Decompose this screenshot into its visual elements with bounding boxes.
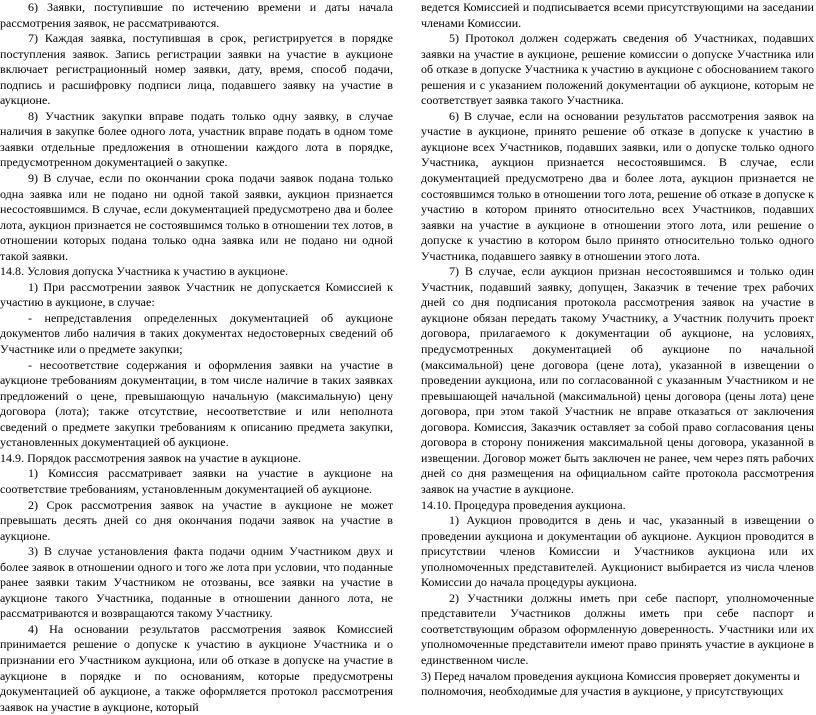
paragraph: 4) На основании результатов рассмотрения заявок Комиссией принимается решение о допуске к участию в аукционе Участника и о признании его Участником аукциона, или об отказе в допуске на участие в аукционе в порядке и по основаниям, которые предусмотрены документацией об аукционе, а также оформляется протокол рассмотрения заявок на участие в аукционе, который: [0, 621, 393, 714]
right-column: [421, 0, 814, 699]
paragraph: 1) При рассмотрении заявок Участник не допускается Комиссией к участию в аукционе, в случае:: [0, 279, 393, 310]
paragraph: 7) Каждая заявка, поступившая в срок, регистрируется в порядке поступления заявок. Запись регистрации заявки на участие в аукционе включает регистрационный номер заявки, дату, время, способ подачи, подпись и расшифровку подписи лица, подавшего заявку на участие в аукционе.: [0, 31, 393, 108]
paragraph: 8) Участник закупки вправе подать только одну заявку, в случае наличия в закупке более одного лота, участник вправе подать в одном томе заявки отдельные предложения в отношении каждого лота в порядке, предусмотренном документацией о закупке.: [0, 108, 393, 170]
section-heading: 14.8. Условия допуска Участника к участию в аукционе.: [0, 264, 289, 279]
paragraph: ведется Комиссией и подписывается всеми присутствующими на заседании членами Комиссии.: [421, 0, 814, 30]
paragraph: - несоответствие содержания и оформления заявки на участие в аукционе требованиям документации, в том числе наличие в таких заявках предложений о цене, превышающую начальную (максимальную) цену договора (лота); также отсутствие, несоответствие и или неполнота сведений о предмете закупки требованиям к описанию предмета закупки, установленных документацией об аукционе.: [0, 357, 393, 450]
paragraph: 3) В случае установления факта подачи одним Участником двух и более заявок в отношении одного и того же лота при условии, что поданные ранее заявки таким Участником не отозваны, все заявки на участие в аукционе такого Участника, поданные в отношении данного лота, не рассматриваются и возвращаются такому Участнику.: [0, 544, 393, 621]
paragraph: 5) Протокол должен содержать сведения об Участниках, подавших заявки на участие в аукционе, решение комиссии о допуске Участника или об отказе в допуске Участника к участию в аукционе с обоснованием такого решения и с указанием положений документации об аукционе, которым не соответствует заявка такого Участника.: [421, 31, 814, 108]
section-heading: 14.9. Порядок рассмотрения заявок на участие в аукционе.: [0, 450, 302, 465]
paragraph: 2) Участники должны иметь при себе паспорт, уполномоченные представители Участников должны иметь при себе паспорт и соответствующим образом оформленную доверенность. Участники или их уполномоченные представители имеют право принять участие в аукционе в единственном числе.: [421, 590, 814, 667]
section-heading: 14.10. Процедура проведения аукциона.: [421, 497, 626, 512]
paragraph: 1) Аукцион проводится в день и час, указанный в извещении о проведении аукциона и документации об аукционе. Аукцион проводится в присутствии членов Комиссии и Участников аукциона или их уполномоченных представителей. Аукционист выбирается из числа членов Комиссии до начала процедуры аукциона.: [421, 513, 814, 590]
paragraph: - непредставления определенных документацией об аукционе документов либо наличия в таких документах недостоверных сведений об Участнике или о предмете закупки;: [0, 310, 393, 357]
paragraph: 6) В случае, если на основании результатов рассмотрения заявок на участие в аукционе, принято решение об отказе в допуске к участию в аукционе всех Участников, подавших заявки, или о допуске только одного Участника, аукцион признается несостоявшимся. В случае, если документацией предусмотрено два и более лота, аукцион признается не состоявшимся только в отношении того лота, решение об отказе в допуске к участию в котором принято относительно всех Участников, подавших заявки на участие в аукционе в отношении этого лота, или решение о допуске к участию в котором было принято относительно только одного Участника, подавшего заявку в отношении этого лота.: [421, 108, 814, 263]
paragraph: 2) Срок рассмотрения заявок на участие в аукционе не может превышать десять дней со дня окончания подачи заявок на участие в аукционе.: [0, 497, 393, 543]
paragraph: 6) Заявки, поступившие по истечению времени и даты начала рассмотрения заявок, не рассматриваются.: [0, 0, 393, 30]
paragraph: 1) Комиссия рассматривает заявки на участие в аукционе на соответствие требованиям, установленным документацией об аукционе.: [0, 466, 393, 496]
paragraph: 9) В случае, если по окончании срока подачи заявок подана только одна заявка или не подано ни одной такой заявки, аукцион признается несостоявшимся. В случае, если документацией предусмотрено два и более лота, аукцион признается не состоявшимся только в отношении тех лотов, в отношении которых подана только одна заявка или не подано ни одной такой заявки.: [0, 171, 393, 263]
section-heading: 3) Перед началом проведения аукциона Комиссия проверяет документы и полномочия, необходимые для участия в аукционе, у присутствующих: [421, 668, 800, 699]
paragraph: 7) В случае, если аукцион признан несостоявшимся и только один Участник, подавший заявку, допущен, Заказчик в течение трех рабочих дней со дня подписания протокола рассмотрения заявок на участие в аукционе обязан передать такому Участнику, а Участник получить проект договора, прилагаемого к документации об аукционе, на условиях, предусмотренных документацией об аукционе по начальной (максимальной) цене договора (цене лота), указанной в извещении о проведении аукциона, или по согласованной с указанным Участником и не превышающей начальной (максимальной) цены договора (цены лота) цене договора, при этом такой Участник не вправе отказаться от заключения договора. Комиссия, Заказчик оставляет за собой право согласования цены договора в сторону понижения максимальной цены договора, указанной в извещении. Договор может быть заключен не ранее, чем через пять рабочих дней со дня размещения на официальном сайте протокола рассмотрения заявок на участие в аукционе.: [421, 264, 814, 496]
left-column: [0, 0, 393, 714]
